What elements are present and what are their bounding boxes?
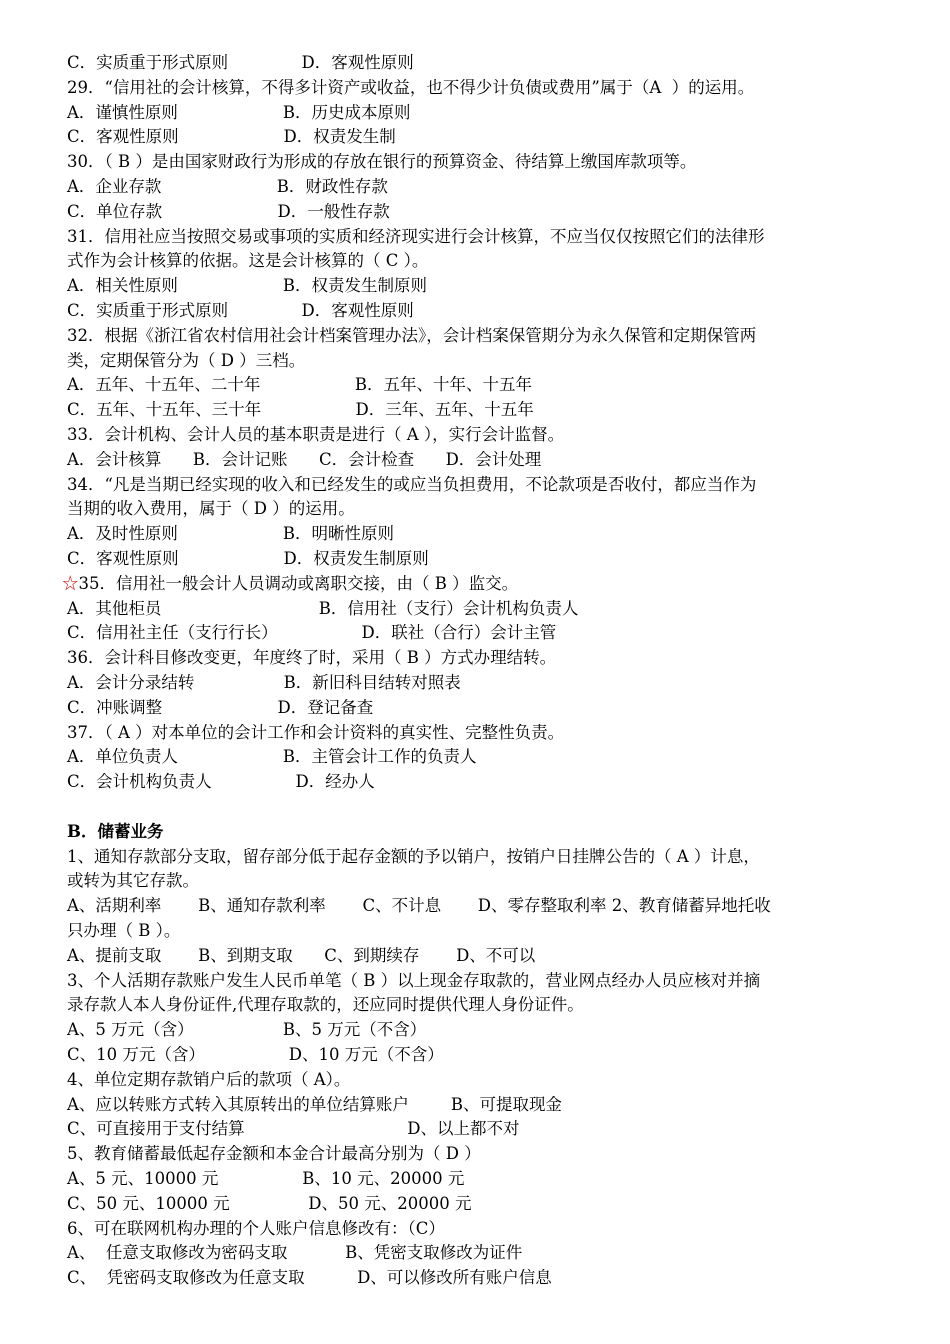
text-line [67, 868, 199, 893]
text-line [67, 1216, 445, 1241]
text-line [67, 670, 461, 695]
text-line [67, 472, 756, 497]
text-line [67, 397, 534, 422]
line-text: C．会计机构负责人 D．经办人 [67, 772, 375, 792]
text-line [67, 943, 535, 968]
text-line [67, 1240, 522, 1265]
line-text: 5、教育储蓄最低起存金额和本金合计最高分别为（ D ） [67, 1144, 481, 1164]
line-text: A．企业存款 B．财政性存款 [67, 177, 388, 196]
line-text: 录存款人本人身份证件,代理存取款的，还应同时提供代理人身份证件。 [67, 995, 584, 1015]
text-line [67, 199, 390, 224]
line-text: C．单位存款 D．一般性存款 [67, 201, 390, 221]
line-text: 35．信用社一般会计人员调动或离职交接，由（ B ）监交。 [78, 573, 519, 593]
line-text: 1、通知存款部分支取，留存部分低于起存金额的予以销户，按销户日挂牌公告的（ A ）计息， [67, 846, 760, 866]
line-text: A．五年、十五年、二十年 B．五年、十年、十五年 [67, 375, 532, 395]
text-line [67, 422, 564, 447]
text-line [67, 75, 754, 100]
line-text: A．会计分录结转 B．新旧科目结转对照表 [67, 673, 461, 692]
line-text: 6、可在联网机构办理的个人账户信息修改有：（C） [67, 1218, 445, 1238]
text-line [67, 50, 414, 75]
text-line [67, 496, 355, 521]
text-line [67, 298, 414, 323]
line-text: 37．（ A ）对本单位的会计工作和会计资料的真实性、完整性负责。 [67, 722, 565, 742]
text-line [67, 124, 396, 149]
line-text: C．信用社主任（支行行长） D．联社（合行）会计主管 [67, 623, 557, 643]
line-text: C．实质重于形式原则 D．客观性原则 [67, 301, 414, 320]
text-line [67, 447, 541, 472]
text-line [67, 695, 373, 720]
text-line [67, 893, 771, 918]
line-text: 只办理（ B ）。 [67, 921, 181, 940]
line-text: 类，定期保管分为（ D ）三档。 [67, 350, 306, 370]
text-line [67, 1042, 444, 1067]
line-text: 式作为会计核算的依据。这是会计核算的（ C ）。 [67, 251, 429, 271]
text-line [67, 546, 429, 571]
line-text: A、应以转账方式转入其原转出的单位结算账户 B、可提取现金 [67, 1094, 562, 1114]
line-text: B．储蓄业务 [67, 821, 164, 841]
line-text: 或转为其它存款。 [67, 871, 199, 891]
line-text: 29．“信用社的会计核算，不得多计资产或收益，也不得少计负债或费用”属于（A ）的运用。 [67, 77, 755, 97]
line-text: C、 凭密码支取修改为任意支取 D、可以修改所有账户信息 [67, 1268, 552, 1288]
line-text: C．客观性原则 D．权责发生制 [67, 127, 396, 147]
line-text: A、5 元、10000 元 B、10 元、20000 元 [67, 1169, 465, 1188]
line-text: A．相关性原则 B．权责发生制原则 [67, 276, 427, 296]
line-text: C、50 元、10000 元 D、50 元、20000 元 [67, 1193, 472, 1213]
text-line [67, 323, 756, 348]
section-heading [67, 819, 163, 844]
line-text: C、10 万元（含） D、10 万元（不含） [67, 1045, 444, 1064]
line-text: C．客观性原则 D．权责发生制原则 [67, 549, 429, 568]
text-line [62, 571, 518, 596]
text-line [67, 844, 760, 869]
line-text: 33．会计机构、会计人员的基本职责是进行（ A ），实行会计监督。 [67, 425, 565, 444]
line-text: C、可直接用于支付结算 D、以上都不对 [67, 1119, 520, 1139]
text-line [67, 992, 584, 1017]
line-text: 32．根据《浙江省农村信用社会计档案管理办法》，会计档案保管期分为永久保管和定期保管两 [67, 325, 757, 345]
line-text: A．谨慎性原则 B．历史成本原则 [67, 102, 411, 122]
text-line [67, 248, 428, 273]
line-text: A．及时性原则 B．明晰性原则 [67, 524, 394, 544]
line-text: A．单位负责人 B．主管会计工作的负责人 [67, 747, 477, 767]
text-line [67, 1067, 350, 1092]
text-line [67, 769, 375, 794]
line-text: A．其他柜员 B．信用社（支行）会计机构负责人 [67, 598, 579, 618]
text-line [67, 273, 427, 298]
text-line [67, 1166, 464, 1191]
text-line [67, 521, 394, 546]
text-line [67, 1191, 471, 1216]
line-text: C．实质重于形式原则 D．客观性原则 [67, 53, 414, 72]
text-line [67, 596, 578, 621]
text-line [67, 620, 556, 645]
text-line [67, 174, 388, 199]
line-text: A．会计核算 B．会计记账 C．会计检查 D．会计处理 [67, 449, 542, 469]
text-line [67, 224, 765, 249]
line-text: C．冲账调整 D．登记备查 [67, 697, 374, 717]
line-text: 30．（ B ）是由国家财政行为形成的存放在银行的预算资金、待结算上缴国库款项等。 [67, 152, 697, 172]
line-text: 4、单位定期存款销户后的款项（ A）。 [67, 1069, 351, 1089]
text-line [67, 645, 556, 670]
text-line [67, 1017, 426, 1042]
star-icon: ☆ [62, 573, 79, 593]
text-line [67, 968, 760, 993]
text-line [67, 100, 410, 125]
text-line [67, 744, 476, 769]
line-text: A、5 万元（含） B、5 万元（不含） [67, 1020, 427, 1040]
line-text: A、提前支取 B、到期支取 C、到期续存 D、不可以 [67, 945, 536, 965]
text-line [67, 348, 305, 373]
line-text: 36．会计科目修改变更，年度终了时，采用（ B ）方式办理结转。 [67, 648, 557, 668]
text-line [67, 149, 696, 174]
text-line [67, 1265, 552, 1290]
line-text: 34．“凡是当期已经实现的收入和已经发生的或应当负担费用，不论款项是否收付，都应当作为 [67, 474, 757, 494]
line-text: 当期的收入费用，属于（ D ）的运用。 [67, 499, 355, 519]
line-text: A、活期利率 B、通知存款利率 C、不计息 D、零存整取利率 2、教育储蓄异地托收 [67, 896, 771, 916]
line-text: 3、个人活期存款账户发生人民币单笔（ B ）以上现金存取款的，营业网点经办人员应核对并摘 [67, 970, 761, 990]
text-line [67, 1092, 562, 1117]
text-line [67, 1141, 481, 1166]
line-text: 31．信用社应当按照交易或事项的实质和经济现实进行会计核算，不应当仅仅按照它们的法律形 [67, 226, 765, 246]
text-line [67, 918, 180, 943]
line-text: C．五年、十五年、三十年 D．三年、五年、十五年 [67, 400, 534, 420]
text-line [67, 1116, 519, 1141]
text-line [67, 720, 564, 745]
text-line [67, 372, 532, 397]
line-text: A、 任意支取修改为密码支取 B、凭密支取修改为证件 [67, 1243, 523, 1263]
